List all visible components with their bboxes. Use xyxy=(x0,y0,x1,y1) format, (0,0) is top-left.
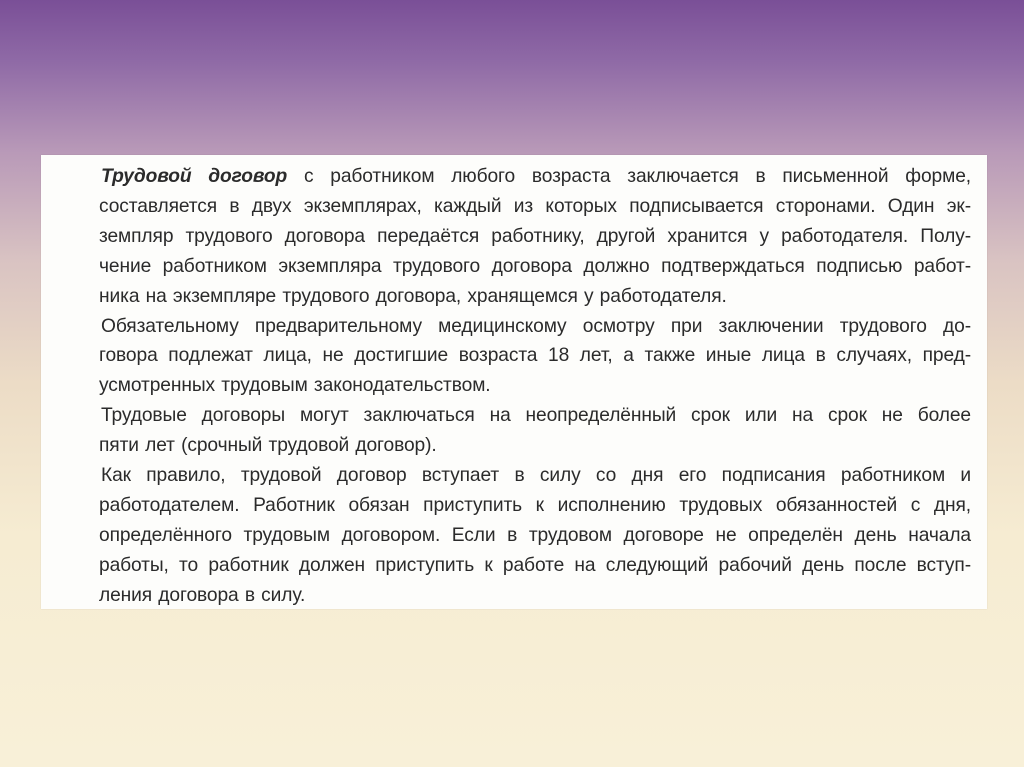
text-line: Обязательному предварительному медицинскому осмотру при заключении трудового до- xyxy=(101,315,971,337)
text-line: работодателем. Работник обязан приступить к исполнению трудовых обязанностей с дня, xyxy=(99,494,971,516)
text-line xyxy=(99,162,971,192)
text-line: Как правило, трудовой договор вступает в силу со дня его подписания работником и xyxy=(101,465,971,487)
text-line-segment: с работником любого возраста заключается в письменной форме, xyxy=(287,166,971,187)
text-line: земпляр трудового договора передаётся работнику, другой хранится у работодателя. Полу- xyxy=(99,225,971,247)
paragraph-4 xyxy=(99,461,971,611)
text-line: чение работником экземпляра трудового договора должно подтверждаться подписью работ- xyxy=(99,255,971,277)
text-line: работы, то работник должен приступить к работе на следующий рабочий день после вступ- xyxy=(99,554,971,576)
text-line: определённого трудовым договором. Если в трудовом договоре не определён день начала xyxy=(99,524,971,546)
document-text xyxy=(99,162,971,611)
text-line: пяти лет (срочный трудовой договор). xyxy=(99,435,437,457)
paragraph-1 xyxy=(99,162,971,312)
text-line: говора подлежат лица, не достигшие возраста 18 лет, а также иные лица в случаях, пред- xyxy=(99,345,971,367)
paragraph-2 xyxy=(99,312,971,402)
text-line: усмотренных трудовым законодательством. xyxy=(99,375,491,397)
text-panel xyxy=(41,155,987,609)
text-line: ления договора в силу. xyxy=(99,584,306,606)
text-line: составляется в двух экземплярах, каждый из которых подписывается сторонами. Один эк- xyxy=(99,195,971,217)
defined-term: Трудовой договор xyxy=(101,166,288,187)
paragraph-3 xyxy=(99,401,971,461)
text-line: ника на экземпляре трудового договора, хранящемся у работодателя. xyxy=(99,285,727,307)
text-line: Трудовые договоры могут заключаться на неопределённый срок или на срок не более xyxy=(101,405,971,427)
